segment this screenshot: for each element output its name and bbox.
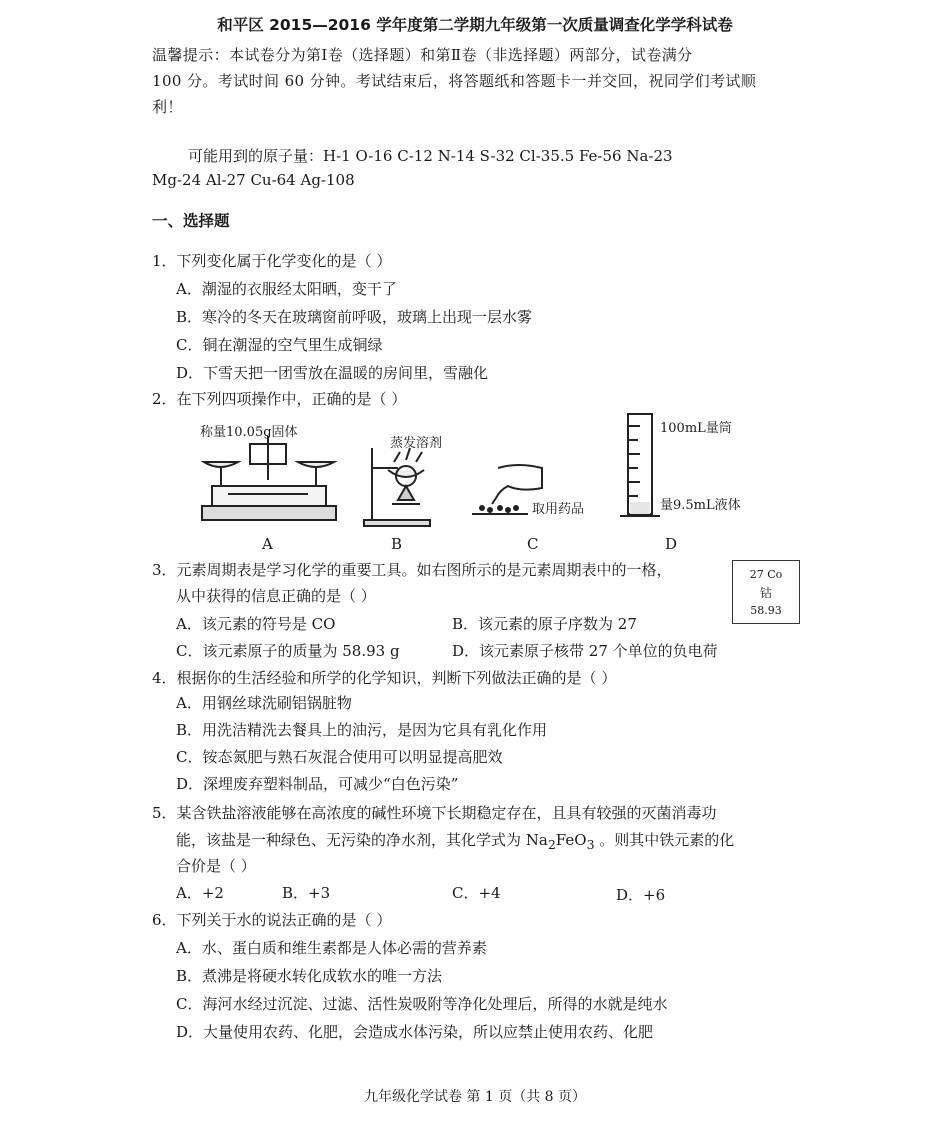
q3-option-b: B．该元素的原子序数为 27 (452, 615, 637, 633)
q4-option-a: A．用钢丝球洗刷铝锅脏物 (176, 694, 352, 712)
notice-line-3: 利！ (152, 98, 183, 116)
evaporation-apparatus-illustration (362, 444, 434, 528)
q5-stem-line-2 (176, 829, 734, 852)
notice-line-2: 100 分。考试时间 60 分钟。考试结束后，将答题纸和答题卡一并交回，祝同学们考试顺 (152, 72, 757, 90)
q5-stem-part-1: 能，该盐是一种绿色、无污染的净水剂，其化学式为 Na (176, 831, 548, 849)
periodic-cell-name: 钴 (759, 586, 772, 600)
q5-stem-part-3: 。则其中铁元素的化 (594, 831, 735, 849)
q3-stem-line-2: 从中获得的信息正确的是（ ） (176, 587, 376, 605)
notice-line-1: 温馨提示：本试卷分为第Ⅰ卷（选择题）和第Ⅱ卷（非选择题）两部分，试卷满分 (152, 46, 693, 64)
q5-stem-line-1: 5．某含铁盐溶液能够在高浓度的碱性环境下长期稳定存在，且具有较强的灭菌消毒功 (152, 804, 717, 822)
q4-option-c: C．铵态氮肥与熟石灰混合使用可以明显提高肥效 (176, 748, 503, 766)
q2-fig-d-label-1: 100mL量筒 (660, 421, 732, 436)
q3-option-c: C．该元素原子的质量为 58.93 g (176, 642, 400, 660)
q2-fig-a-label: 称量10.05g固体 (200, 425, 298, 440)
q2-stem: 2．在下列四项操作中，正确的是（ ） (152, 390, 407, 408)
q1-option-a: A．潮湿的衣服经太阳晒，变干了 (176, 280, 397, 298)
q5-subscript-2: 2 (547, 837, 556, 852)
q5-subscript-3: 3 (586, 837, 595, 852)
q1-option-d: D．下雪天把一团雪放在温暖的房间里，雪融化 (176, 364, 489, 382)
q3-option-a: A．该元素的符号是 CO (176, 615, 336, 633)
q1-stem: 1．下列变化属于化学变化的是（ ） (152, 252, 392, 270)
atomic-masses-line-1: 可能用到的原子量：H-1 O-16 C-12 N-14 S-32 Cl-35.5 Fe-56 Na-23 (188, 147, 673, 165)
atomic-masses-line-2: Mg-24 Al-27 Cu-64 Ag-108 (152, 171, 355, 189)
q5-option-a: A．+2 (176, 884, 224, 902)
q6-option-d: D．大量使用农药、化肥，会造成水体污染，所以应禁止使用农药、化肥 (176, 1023, 654, 1041)
section-heading: 一、选择题 (152, 212, 230, 230)
q2-fig-b-label: 蒸发溶剂 (390, 436, 443, 451)
page-footer: 九年级化学试卷 第 1 页（共 8 页） (363, 1089, 587, 1105)
q6-option-a: A．水、蛋白质和维生素都是人体必需的营养素 (176, 939, 487, 957)
q3-option-d: D．该元素原子核带 27 个单位的负电荷 (452, 642, 718, 660)
q5-stem-line-3: 合价是（ ） (176, 857, 256, 875)
q4-stem: 4．根据你的生活经验和所学的化学知识，判断下列做法正确的是（ ） (152, 669, 617, 687)
periodic-cell-mass: 58.93 (750, 604, 782, 617)
q5-option-c: C．+4 (452, 884, 501, 902)
q6-option-c: C．海河水经过沉淀、过滤、活性炭吸附等净化处理后，所得的水就是纯水 (176, 995, 668, 1013)
q1-option-c: C．铜在潮湿的空气里生成铜绿 (176, 336, 383, 354)
q2-letter-c: C (527, 535, 539, 553)
q2-letter-b: B (391, 535, 403, 553)
q6-option-b: B．煮沸是将硬水转化成软水的唯一方法 (176, 967, 443, 985)
q4-option-b: B．用洗洁精洗去餐具上的油污，是因为它具有乳化作用 (176, 721, 548, 739)
q2-letter-d: D (665, 535, 678, 553)
periodic-cell-number-symbol: 27 Co (749, 568, 783, 581)
balance-scale-illustration (198, 436, 340, 526)
q2-fig-c-label: 取用药品 (532, 502, 585, 517)
q5-option-b: B．+3 (282, 884, 331, 902)
q2-fig-d-label-2: 量9.5mL液体 (660, 498, 741, 513)
periodic-table-cell (732, 560, 800, 624)
q2-letter-a: A (262, 535, 273, 553)
page-title: 和平区 2015—2016 学年度第二学期九年级第一次质量调查化学学科试卷 (217, 16, 733, 34)
q3-stem-line-1: 3．元素周期表是学习化学的重要工具。如右图所示的是元素周期表中的一格， (152, 561, 672, 579)
q5-stem-part-2: FeO (555, 831, 587, 849)
q4-option-d: D．深埋废弃塑料制品，可减少“白色污染” (176, 775, 459, 793)
q6-stem: 6．下列关于水的说法正确的是（ ） (152, 911, 392, 929)
graduated-cylinder-illustration (620, 412, 660, 522)
q5-option-d: D．+6 (616, 886, 666, 904)
q1-option-b: B．寒冷的冬天在玻璃窗前呼吸，玻璃上出现一层水雾 (176, 308, 533, 326)
